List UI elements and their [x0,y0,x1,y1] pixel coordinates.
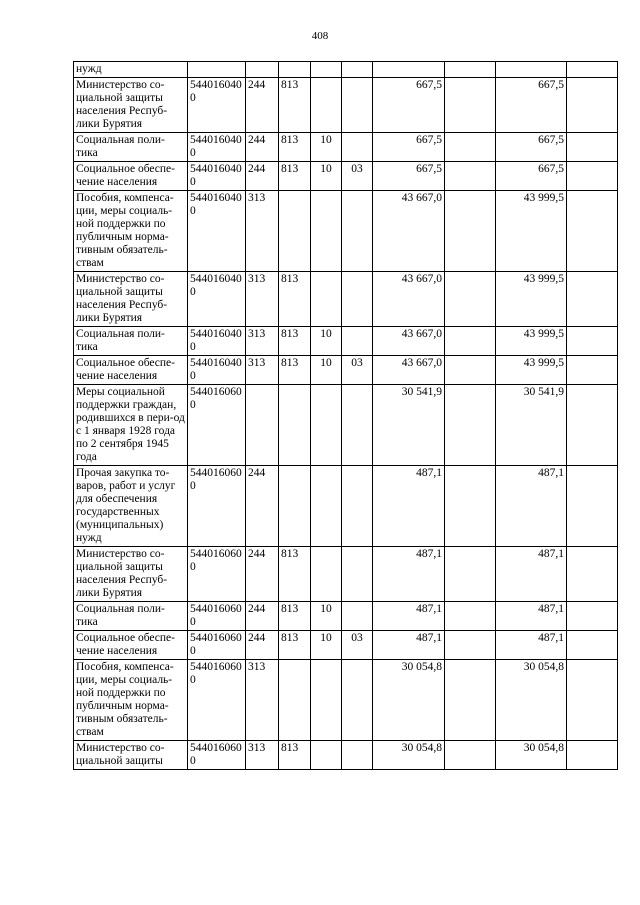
name-cell: Социальная поли-тика [74,327,188,356]
section-cell [311,660,342,741]
name-cell: Министерство со-циальной защиты населения Респуб-лики Бурятия [74,272,188,327]
name-cell: Прочая закупка то-варов, работ и услуг для обеспечения государственных (муниципальных) нужд [74,466,188,547]
table-row [74,602,618,631]
empty-cell [567,631,618,660]
empty-cell [567,741,618,770]
table-row [74,272,618,327]
department-cell: 813 [279,631,311,660]
department-cell: 813 [279,741,311,770]
name-cell: Пособия, компенса-ции, меры социаль-ной поддержки по публичным норма-тивным обязатель-ствам [74,660,188,741]
department-cell [279,62,311,78]
department-cell [279,385,311,466]
section-cell: 10 [311,133,342,162]
expense-type-cell: 244 [246,133,279,162]
subsection-cell: 03 [342,631,373,660]
empty-cell [445,191,496,272]
department-cell: 813 [279,78,311,133]
code-cell: 5440160600 [188,547,246,602]
amount-cell-2: 487,1 [496,602,567,631]
empty-cell [567,191,618,272]
section-cell: 10 [311,356,342,385]
department-cell: 813 [279,327,311,356]
amount-cell-1: 667,5 [373,162,445,191]
section-cell: 10 [311,631,342,660]
table-row [74,62,618,78]
empty-cell [567,466,618,547]
name-cell: Социальное обеспе-чение населения [74,631,188,660]
code-cell: 5440160400 [188,78,246,133]
expense-type-cell: 313 [246,660,279,741]
empty-cell [445,133,496,162]
section-cell: 10 [311,327,342,356]
section-cell [311,272,342,327]
code-cell: 5440160400 [188,272,246,327]
amount-cell-2: 43 999,5 [496,272,567,327]
code-cell: 5440160600 [188,385,246,466]
code-cell: 5440160600 [188,741,246,770]
amount-cell-1: 43 667,0 [373,327,445,356]
empty-cell [567,162,618,191]
name-cell: Социальное обеспе-чение населения [74,162,188,191]
empty-cell [445,272,496,327]
amount-cell-2: 487,1 [496,466,567,547]
code-cell: 5440160400 [188,327,246,356]
expense-type-cell: 313 [246,356,279,385]
table-row [74,631,618,660]
empty-cell [567,327,618,356]
section-cell [311,78,342,133]
amount-cell-1: 43 667,0 [373,272,445,327]
name-cell: Социальная поли-тика [74,133,188,162]
subsection-cell [342,191,373,272]
department-cell: 813 [279,272,311,327]
name-cell: Социальное обеспе-чение населения [74,356,188,385]
name-cell: Социальная поли-тика [74,602,188,631]
subsection-cell [342,272,373,327]
amount-cell-1: 487,1 [373,602,445,631]
expense-type-cell: 244 [246,547,279,602]
name-cell: Меры социальной поддержки граждан, родившихся в пери-од с 1 января 1928 года по 2 сентября 1945 года [74,385,188,466]
code-cell: 5440160600 [188,602,246,631]
table-body [74,62,618,770]
subsection-cell [342,78,373,133]
amount-cell-1: 30 054,8 [373,741,445,770]
subsection-cell [342,602,373,631]
name-cell: Министерство со-циальной защиты [74,741,188,770]
section-cell [311,385,342,466]
empty-cell [567,78,618,133]
table-row [74,78,618,133]
code-cell: 5440160600 [188,631,246,660]
section-cell [311,741,342,770]
department-cell: 813 [279,602,311,631]
department-cell: 813 [279,356,311,385]
amount-cell-1: 667,5 [373,78,445,133]
amount-cell-2 [496,62,567,78]
subsection-cell: 03 [342,356,373,385]
section-cell [311,466,342,547]
empty-cell [567,356,618,385]
name-cell: Пособия, компенса-ции, меры социаль-ной поддержки по публичным норма-тивным обязатель-ствам [74,191,188,272]
amount-cell-2: 43 999,5 [496,191,567,272]
amount-cell-1: 487,1 [373,631,445,660]
expense-type-cell: 313 [246,191,279,272]
subsection-cell [342,741,373,770]
amount-cell-2: 487,1 [496,631,567,660]
amount-cell-1 [373,62,445,78]
empty-cell [445,741,496,770]
department-cell [279,660,311,741]
expense-type-cell: 244 [246,162,279,191]
section-cell: 10 [311,602,342,631]
department-cell: 813 [279,547,311,602]
empty-cell [445,162,496,191]
subsection-cell [342,466,373,547]
table-row [74,327,618,356]
expense-type-cell: 244 [246,78,279,133]
code-cell: 5440160400 [188,356,246,385]
subsection-cell [342,62,373,78]
amount-cell-1: 30 054,8 [373,660,445,741]
budget-table [73,61,618,770]
name-cell: нужд [74,62,188,78]
empty-cell [445,327,496,356]
expense-type-cell: 244 [246,466,279,547]
table-row [74,547,618,602]
amount-cell-2: 30 054,8 [496,741,567,770]
section-cell: 10 [311,162,342,191]
name-cell: Министерство со-циальной защиты населения Респуб-лики Бурятия [74,78,188,133]
subsection-cell [342,547,373,602]
table-row [74,191,618,272]
page-number: 408 [311,30,329,42]
code-cell [188,62,246,78]
code-cell: 5440160600 [188,660,246,741]
table-row [74,466,618,547]
amount-cell-1: 487,1 [373,547,445,602]
section-cell [311,191,342,272]
department-cell [279,191,311,272]
table-row [74,660,618,741]
department-cell: 813 [279,162,311,191]
table-row [74,162,618,191]
empty-cell [445,356,496,385]
empty-cell [445,660,496,741]
subsection-cell [342,133,373,162]
amount-cell-2: 30 541,9 [496,385,567,466]
subsection-cell [342,660,373,741]
empty-cell [567,547,618,602]
amount-cell-2: 43 999,5 [496,356,567,385]
amount-cell-2: 43 999,5 [496,327,567,356]
expense-type-cell [246,385,279,466]
amount-cell-2: 487,1 [496,547,567,602]
amount-cell-1: 487,1 [373,466,445,547]
code-cell: 5440160400 [188,162,246,191]
expense-type-cell: 313 [246,327,279,356]
code-cell: 5440160600 [188,466,246,547]
empty-cell [445,78,496,133]
amount-cell-2: 667,5 [496,78,567,133]
amount-cell-2: 30 054,8 [496,660,567,741]
empty-cell [567,602,618,631]
empty-cell [445,62,496,78]
empty-cell [445,466,496,547]
department-cell [279,466,311,547]
empty-cell [445,547,496,602]
empty-cell [445,602,496,631]
expense-type-cell: 313 [246,741,279,770]
amount-cell-1: 30 541,9 [373,385,445,466]
empty-cell [567,272,618,327]
code-cell: 5440160400 [188,191,246,272]
amount-cell-1: 667,5 [373,133,445,162]
empty-cell [567,133,618,162]
subsection-cell [342,385,373,466]
table-row [74,133,618,162]
subsection-cell: 03 [342,162,373,191]
amount-cell-1: 43 667,0 [373,191,445,272]
code-cell: 5440160400 [188,133,246,162]
subsection-cell [342,327,373,356]
empty-cell [567,385,618,466]
amount-cell-2: 667,5 [496,162,567,191]
table-row [74,741,618,770]
expense-type-cell: 313 [246,272,279,327]
expense-type-cell: 244 [246,631,279,660]
section-cell [311,62,342,78]
empty-cell [567,62,618,78]
name-cell: Министерство со-циальной защиты населения Респуб-лики Бурятия [74,547,188,602]
empty-cell [445,631,496,660]
empty-cell [445,385,496,466]
expense-type-cell [246,62,279,78]
section-cell [311,547,342,602]
empty-cell [567,660,618,741]
table-row [74,356,618,385]
expense-type-cell: 244 [246,602,279,631]
amount-cell-1: 43 667,0 [373,356,445,385]
amount-cell-2: 667,5 [496,133,567,162]
department-cell: 813 [279,133,311,162]
table-row [74,385,618,466]
